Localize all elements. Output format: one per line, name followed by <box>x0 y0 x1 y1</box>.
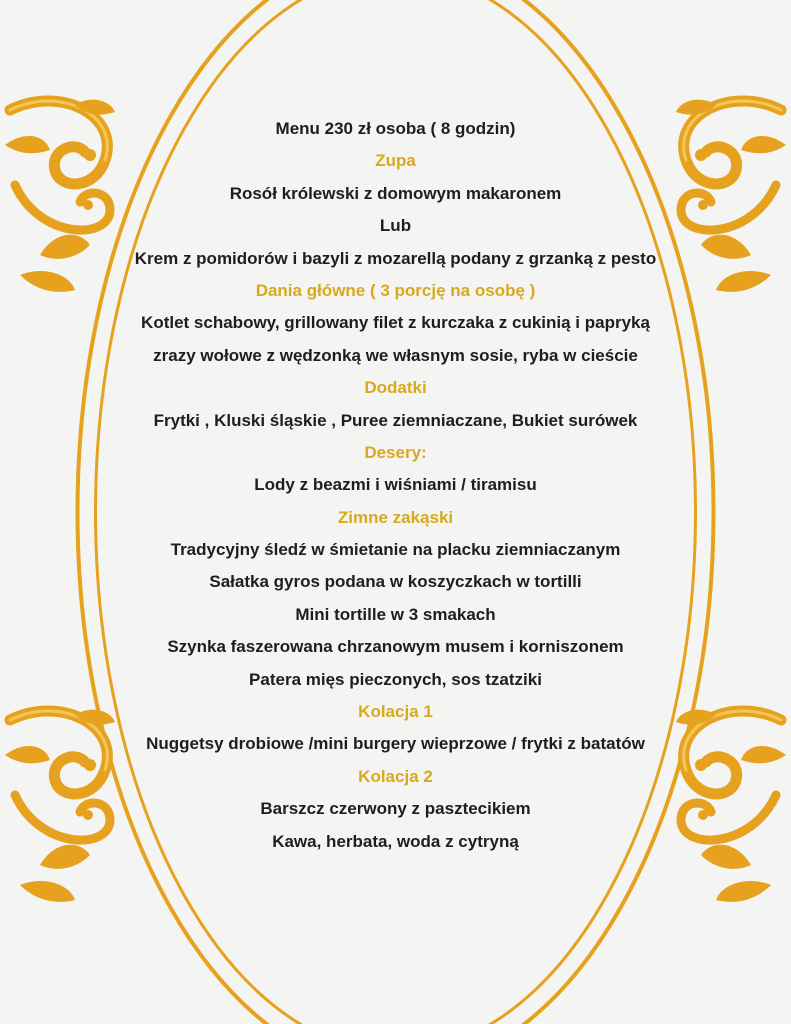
menu-section-heading: Zimne zakąski <box>337 507 454 527</box>
menu-section-heading: Dania główne ( 3 porcję na osobę ) <box>255 280 536 300</box>
menu-item: Sałatka gyros podana w koszyczkach w tortilli <box>209 572 582 592</box>
menu-section-heading: Zupa <box>375 151 416 171</box>
menu-item: Kotlet schabowy, grillowany filet z kurczaka z cukinią i papryką <box>141 313 650 333</box>
menu-list <box>60 113 731 858</box>
menu-item: Barszcz czerwony z pasztecikiem <box>260 799 531 819</box>
menu-item: Tradycyjny śledź w śmietanie na placku ziemniaczanym <box>170 540 621 560</box>
menu-item: Kawa, herbata, woda z cytryną <box>272 831 519 851</box>
menu-section-heading: Kolacja 2 <box>358 766 433 786</box>
menu-item: Lody z beazmi i wiśniami / tiramisu <box>254 475 537 495</box>
menu-title: Menu 230 zł osoba ( 8 godzin) <box>275 119 516 138</box>
menu-item: zrazy wołowe z wędzonką we własnym sosie, ryba w cieście <box>153 345 638 365</box>
menu-item: Krem z pomidorów i bazyli z mozarellą podany z grzanką z pesto <box>134 248 657 268</box>
menu-item: Nuggetsy drobiowe /mini burgery wieprzowe / frytki z batatów <box>146 734 645 754</box>
menu-section-heading: Kolacja 1 <box>358 702 433 722</box>
menu-section-heading: Desery: <box>364 442 427 462</box>
menu-item: Szynka faszerowana chrzanowym musem i korniszonem <box>167 637 624 657</box>
menu-section-heading: Dodatki <box>364 378 427 398</box>
menu-item: Patera mięs pieczonych, sos tzatziki <box>249 669 542 689</box>
menu-item: Lub <box>379 216 412 236</box>
menu-item: Mini tortille w 3 smakach <box>295 604 496 624</box>
menu-item: Rosół królewski z domowym makaronem <box>229 183 562 203</box>
menu-item: Frytki , Kluski śląskie , Puree ziemniaczane, Bukiet surówek <box>153 410 638 430</box>
